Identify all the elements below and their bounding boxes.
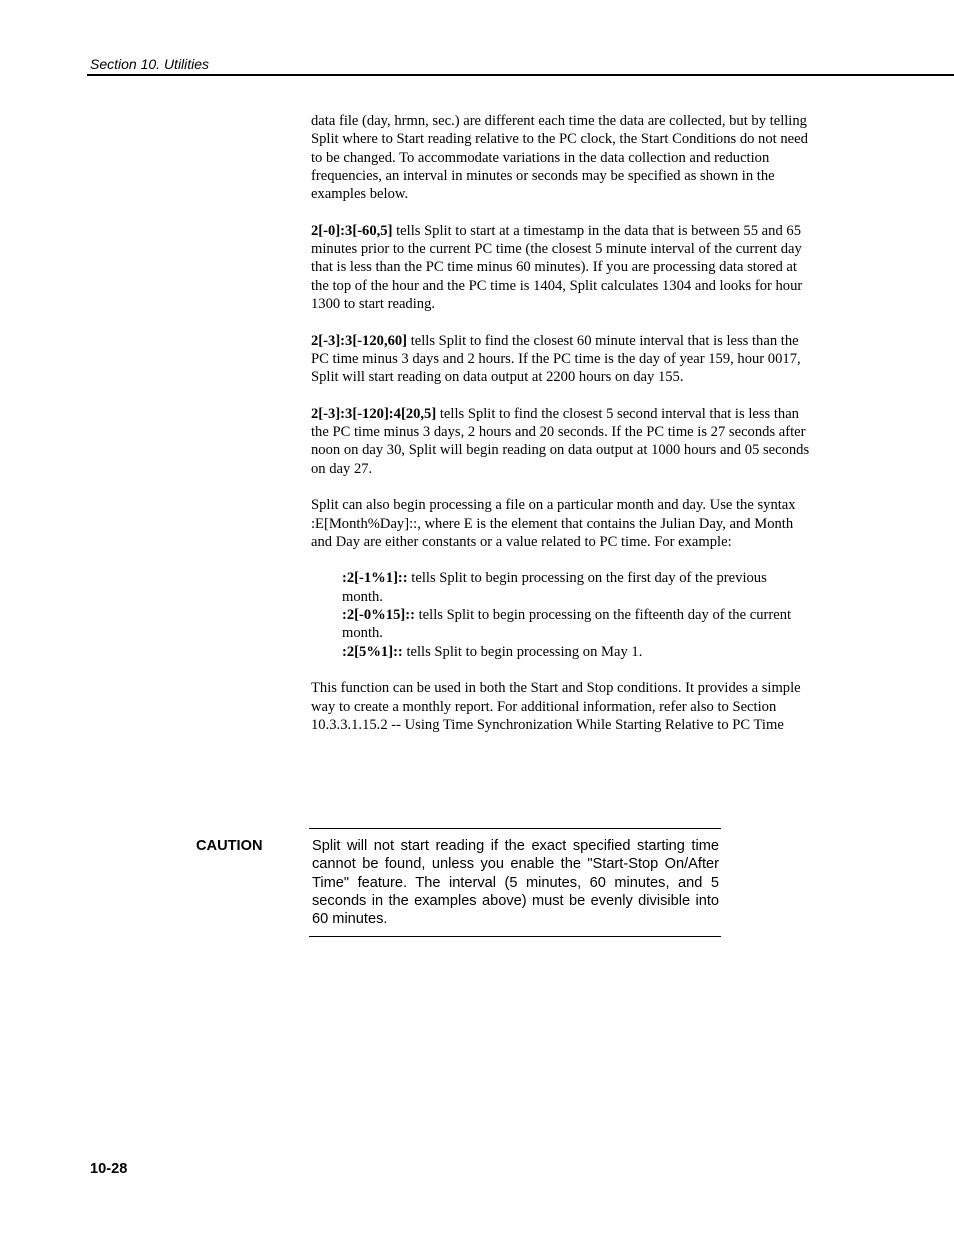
example-3-code: 2[-3]:3[-120]:4[20,5]	[311, 405, 437, 422]
running-header: Section 10. Utilities	[90, 56, 210, 72]
month-example-text: tells Split to begin processing on the first day of the previous month.	[342, 570, 767, 605]
month-example-text: tells Split to begin processing on the fifteenth day of the current month.	[342, 607, 792, 642]
month-examples-list	[342, 569, 811, 660]
month-example-item	[342, 643, 811, 661]
caution-label: CAUTION	[196, 838, 263, 854]
paragraph-function-note: This function can be used in both the Start and Stop conditions. It provides a simple way to create a monthly report. For additional information, refer also to Section 10.3.3.1.15.2 -- Using Time Synchronization While Starting Relative to PC Time	[311, 680, 801, 733]
month-example-code: :2[-0%15]::	[342, 607, 415, 624]
paragraph-intro: data file (day, hrmn, sec.) are different each time the data are collected, but by telling Split where to Start reading relative to the PC clock, the Start Conditions do not need to be changed. To accommodate variations in the data collection and reduction frequencies, an interval in minutes or seconds may be specified as shown in the examples below.	[311, 113, 808, 203]
header-rule	[87, 74, 954, 76]
example-1-text: tells Split to start at a timestamp in the data that is between 55 and 65 minutes prior to the current PC time (the closest 5 minute interval of the current day that is less than the PC time minus 60 minutes). If you are processing data stored at the top of the hour and the PC time is 1404, Split calculates 1304 and looks for hour 1300 to start reading.	[311, 222, 803, 312]
body-text	[311, 112, 811, 752]
month-example-code: :2[5%1]::	[342, 643, 403, 660]
month-example-item	[342, 606, 811, 643]
paragraph-month-day: Split can also begin processing a file on a particular month and day. Use the syntax :E[Month%Day]::, where E is the element that contains the Julian Day, and Month and Day are either constants or a value related to PC time. For example:	[311, 497, 796, 550]
month-example-item	[342, 569, 811, 606]
month-example-text: tells Split to begin processing on May 1.	[402, 643, 643, 660]
example-2-code: 2[-3]:3[-120,60]	[311, 332, 408, 349]
month-example-code: :2[-1%1]::	[342, 570, 408, 587]
example-2-text: tells Split to find the closest 60 minute interval that is less than the PC time minus 3 days and 2 hours. If the PC time is the day of year 159, hour 0017, Split will start reading on data output at 2200 hours on day 155.	[311, 332, 801, 386]
paragraph-example-1	[311, 222, 811, 313]
page-number: 10-28	[90, 1161, 128, 1177]
paragraph-example-2	[311, 332, 811, 387]
example-1-code: 2[-0]:3[-60,5]	[311, 222, 393, 239]
paragraph-example-3	[311, 405, 811, 478]
example-3-text: tells Split to find the closest 5 second interval that is less than the PC time minus 3 days, 2 hours and 20 seconds. If the PC time is 27 seconds after noon on day 30, Split will begin reading on data output at 1000 hours and 05 seconds on day 27.	[311, 405, 810, 477]
caution-box: Split will not start reading if the exact specified starting time cannot be found, unless you enable the "Start-Stop On/After Time" feature. The interval (5 minutes, 60 minutes, and 5 seconds in the examples above) must be evenly divisible into 60 minutes.	[309, 828, 721, 937]
